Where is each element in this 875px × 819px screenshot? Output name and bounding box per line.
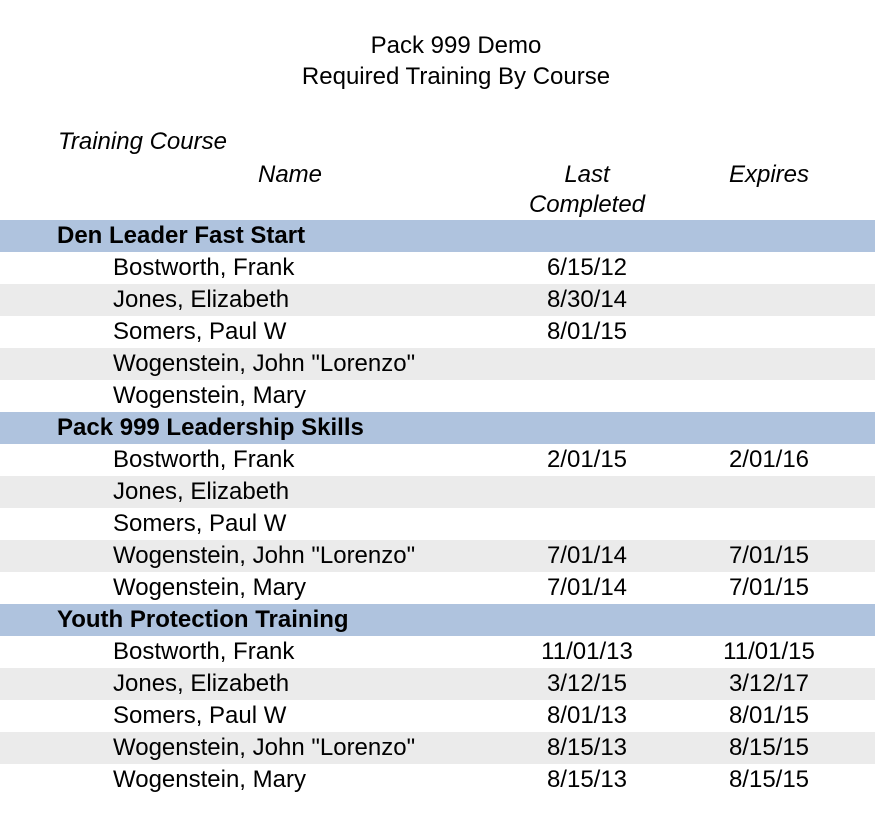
person-name: Wogenstein, John "Lorenzo" [113, 350, 416, 377]
table-row [0, 284, 875, 316]
person-name: Bostworth, Frank [113, 638, 295, 665]
person-name: Jones, Elizabeth [113, 286, 290, 313]
person-name: Bostworth, Frank [113, 446, 295, 473]
header-expires: Expires [728, 161, 810, 188]
person-name: Somers, Paul W [113, 702, 287, 729]
last-completed-date: 8/30/14 [546, 286, 628, 313]
last-completed-date: 6/15/12 [546, 254, 628, 281]
course-header-row [0, 220, 875, 252]
person-name: Wogenstein, John "Lorenzo" [113, 734, 416, 761]
last-completed-date: 3/12/15 [546, 670, 628, 697]
expires-date: 7/01/15 [728, 574, 810, 601]
last-completed-date: 8/15/13 [546, 734, 628, 761]
person-name: Bostworth, Frank [113, 254, 295, 281]
expires-date: 11/01/15 [723, 638, 815, 665]
table-row [0, 540, 875, 572]
table-row [0, 668, 875, 700]
person-name: Wogenstein, Mary [113, 382, 306, 409]
expires-date: 8/15/15 [728, 766, 810, 793]
expires-date: 8/01/15 [728, 702, 810, 729]
training-table [0, 220, 875, 796]
last-completed-date: 2/01/15 [546, 446, 628, 473]
last-completed-date: 8/01/13 [546, 702, 628, 729]
table-row [0, 572, 875, 604]
table-row [0, 252, 875, 284]
person-name: Wogenstein, John "Lorenzo" [113, 542, 416, 569]
header-last-completed: Last Completed [528, 161, 646, 218]
table-row [0, 380, 875, 412]
person-name: Wogenstein, Mary [113, 574, 306, 601]
course-name: Den Leader Fast Start [57, 222, 306, 249]
table-row [0, 764, 875, 796]
last-completed-date: 8/01/15 [546, 318, 628, 345]
person-name: Somers, Paul W [113, 510, 287, 537]
report-title: Required Training By Course [301, 63, 611, 90]
person-name: Jones, Elizabeth [113, 670, 290, 697]
course-header-row [0, 412, 875, 444]
expires-date: 8/15/15 [728, 734, 810, 761]
course-name: Pack 999 Leadership Skills [57, 414, 364, 441]
last-completed-date: 8/15/13 [546, 766, 628, 793]
person-name: Wogenstein, Mary [113, 766, 306, 793]
table-row [0, 444, 875, 476]
table-row [0, 732, 875, 764]
table-row [0, 636, 875, 668]
person-name: Somers, Paul W [113, 318, 287, 345]
table-row [0, 508, 875, 540]
table-row [0, 700, 875, 732]
expires-date: 3/12/17 [728, 670, 810, 697]
table-row [0, 476, 875, 508]
expires-date: 7/01/15 [728, 542, 810, 569]
table-row [0, 348, 875, 380]
last-completed-date: 7/01/14 [546, 542, 628, 569]
header-training-course: Training Course [58, 128, 227, 155]
report-org-title: Pack 999 Demo [370, 32, 542, 59]
header-name: Name [258, 161, 323, 188]
table-row [0, 316, 875, 348]
person-name: Jones, Elizabeth [113, 478, 290, 505]
course-header-row [0, 604, 875, 636]
expires-date: 2/01/16 [728, 446, 810, 473]
last-completed-date: 11/01/13 [541, 638, 633, 665]
course-name: Youth Protection Training [57, 606, 349, 633]
last-completed-date: 7/01/14 [546, 574, 628, 601]
